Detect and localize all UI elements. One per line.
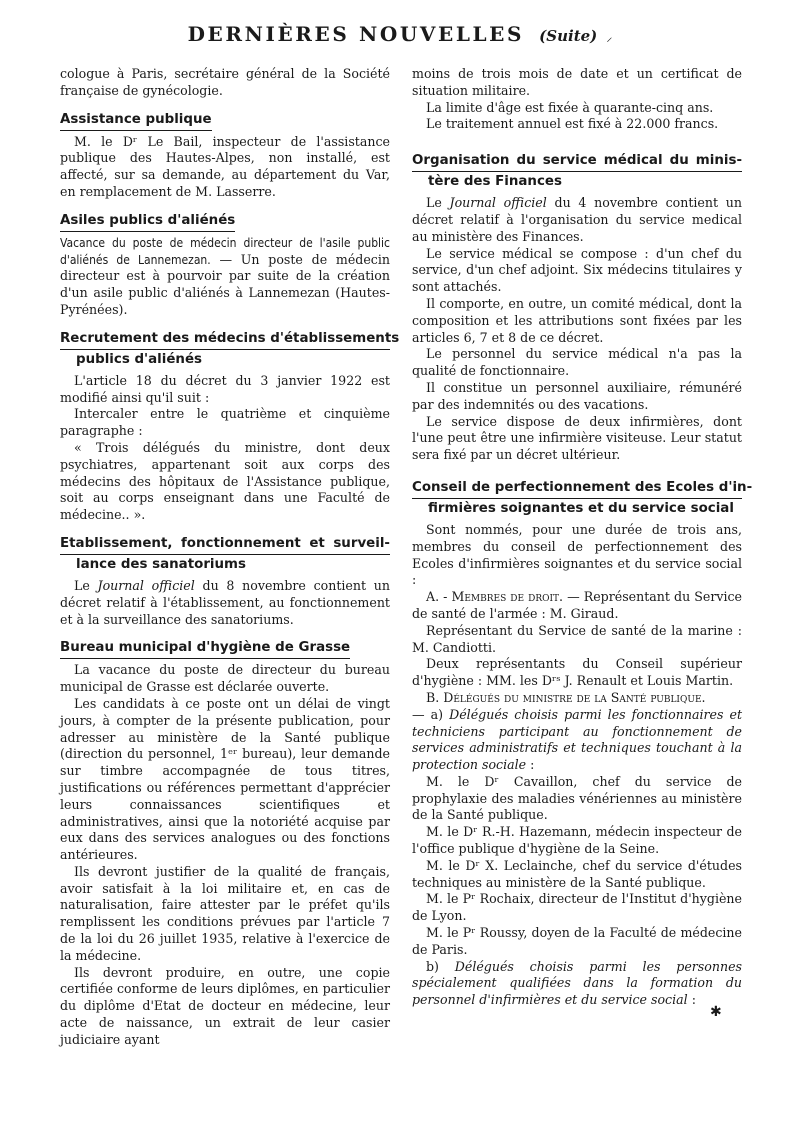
right-intro-3: Le traitement annuel est fixé à 22.000 francs. [426, 116, 719, 132]
left-column [60, 66, 400, 1049]
recrutement-p3: « Trois délégués du ministre, dont deux psychiatres, appartenant soit aux corps des médecins des hôpitaux de l'Assistance publique, soit au corps enseignant dans une Faculté de médecine.. ». [60, 439, 390, 523]
conseil-p4: Deux représentants du Conseil supérieur d'hygiène : MM. les Dʳˢ J. Renault et Louis Martin. [412, 656, 742, 689]
finances-p5: Il constitue un personnel auxiliaire, rémunéré par des indemnités ou des vacations. [412, 379, 742, 412]
section-heading-recrutement: Recrutement des médecins d'établissements publics d'aliénés [60, 330, 400, 367]
conseil-p12: b) Délégués choisis parmi les personnes spécialement qualifiées dans la formation du personnel d'infirmières et du service social : [412, 958, 742, 1008]
conseil-p8: M. le Dʳ R.-H. Hazemann, médecin inspecteur de l'office publique d'hygiène de la Seine. [412, 824, 742, 857]
grasse-p1: La vacance du poste de directeur du bureau municipal de Grasse est déclarée ouverte. [60, 662, 390, 695]
finances-p6: Le service dispose de deux infirmières, dont l'une peut être une infirmière visiteuse. Leur statut sera fixé par un décret ultérieur. [412, 413, 742, 463]
grasse-p3: Ils devront justifier de la qualité de français, avoir satisfait à la loi militaire et, en cas de naturalisation, faire attester par le préfet qu'ils remplissent les conditions prévues par l'article 7 de la loi du 26 juillet 1935, relative à l'exercice de la médecine. [60, 863, 390, 963]
grasse-p2: Les candidats à ce poste ont un délai de vingt jours, à compter de la présente publication, pour adresser au ministère de la Santé publique (direction du personnel, 1ᵉʳ bureau), leur demande sur timbre accompagnée de tous titres, justifications ou références permettant d'apprécier leurs connaissances scientifiques et administratives, ainsi que la notoriété acquise par eux dans des services analogues ou des fonctions antérieures. [60, 695, 390, 863]
conseil-p2: A. - Membres de droit. — Représentant du Service de santé de l'armée : M. Giraud. [412, 589, 742, 621]
conseil-p1: Sont nommés, pour une durée de trois ans, membres du conseil de perfectionnement des Ecoles d'infirmières soignantes et du service social : [412, 521, 742, 588]
right-intro-1: moins de trois mois de date et un certificat de situation militaire. [412, 66, 742, 98]
page-title-suite: (Suite) [539, 27, 598, 45]
conseil-p10: M. le Pʳ Rochaix, directeur de l'Institut d'hygiène de Lyon. [412, 891, 742, 924]
page-header [0, 22, 800, 46]
recrutement-p2: Intercaler entre le quatrième et cinquième paragraphe : [60, 406, 390, 439]
right-intro-2: La limite d'âge est fixée à quarante-cinq ans. [426, 99, 714, 115]
header-mark: ⸝ [606, 30, 613, 44]
left-intro: cologue à Paris, secrétaire général de la Société française de gynécologie. [60, 66, 390, 98]
page-title: DERNIÈRES NOUVELLES [187, 22, 525, 46]
conseil-p11: M. le Pʳ Roussy, doyen de la Faculté de médecine de Paris. [412, 925, 742, 957]
conseil-p7: M. le Dʳ Cavaillon, chef du service de prophylaxie des maladies vénériennes au ministère de la Santé publique. [412, 773, 742, 823]
section-heading-conseil: Conseil de perfectionnement des Ecoles d'in- firmières soignantes et du service social [412, 479, 753, 516]
sanatoriums-paragraph: Le Journal officiel du 8 novembre contient un décret relatif à l'établissement, au fonctionnement et à la surveillance des sanatoriums. [60, 577, 390, 627]
finances-p2: Le service médical se compose : d'un chef du service, d'un chef adjoint. Six médecins titulaires y sont attachés. [412, 245, 742, 295]
section-heading-assistance: Assistance publique [60, 110, 390, 131]
conseil-p9: M. le Dʳ X. Leclainche, chef du service d'études techniques au ministère de la Santé publique. [412, 857, 742, 890]
grasse-p4: Ils devront produire, en outre, une copie certifiée conforme de leurs diplômes, en particulier du diplôme d'Etat de docteur en médecine, leur acte de naissance, un extrait de leur casier judiciaire ayant [60, 964, 390, 1047]
section-heading-sanatoriums: Etablissement, fonctionnement et surveil- lance des sanatoriums [60, 535, 390, 572]
assistance-paragraph: M. le Dʳ Le Bail, inspecteur de l'assistance publique des Hautes-Alpes, non installé, est affecté, sur sa demande, au département du Var, en remplacement de M. Lasserre. [60, 133, 390, 199]
finances-p4: Le personnel du service médical n'a pas la qualité de fonctionnaire. [412, 346, 742, 379]
asiles-paragraph: Vacance du poste de médecin directeur de l'asile public d'aliénés de Lannemezan. — Un poste de médecin directeur est à pourvoir par suite de la création d'un asile public d'aliénés à Lannemezan (Hautes-Pyrénées). [60, 235, 390, 317]
footer-star-icon: ✱ [710, 1004, 722, 1020]
recrutement-p1: L'article 18 du décret du 3 janvier 1922 est modifié ainsi qu'il suit : [60, 372, 390, 405]
finances-p3: Il comporte, en outre, un comité médical, dont la composition et les attributions sont fixées par les articles 6, 7 et 8 de ce décret. [412, 295, 742, 345]
section-heading-finances: Organisation du service médical du minis- tère des Finances [412, 153, 742, 190]
right-column [412, 66, 753, 1009]
finances-p1: Le Journal officiel du 4 novembre contient un décret relatif à l'organisation du service medical au ministère des Finances. [412, 195, 742, 244]
section-heading-asiles: Asiles publics d'aliénés [60, 211, 390, 232]
conseil-p3: Représentant du Service de santé de la marine : M. Candiotti. [412, 622, 742, 655]
section-heading-grasse: Bureau municipal d'hygiène de Grasse [60, 638, 390, 659]
conseil-p6: — a) Délégués choisis parmi les fonctionnaires et techniciens participant au fonctionnement de services administratifs et techniques touchant à la protection sociale : [412, 706, 743, 773]
conseil-p5: B. Délégués du ministre de la Santé publique. [426, 689, 706, 705]
